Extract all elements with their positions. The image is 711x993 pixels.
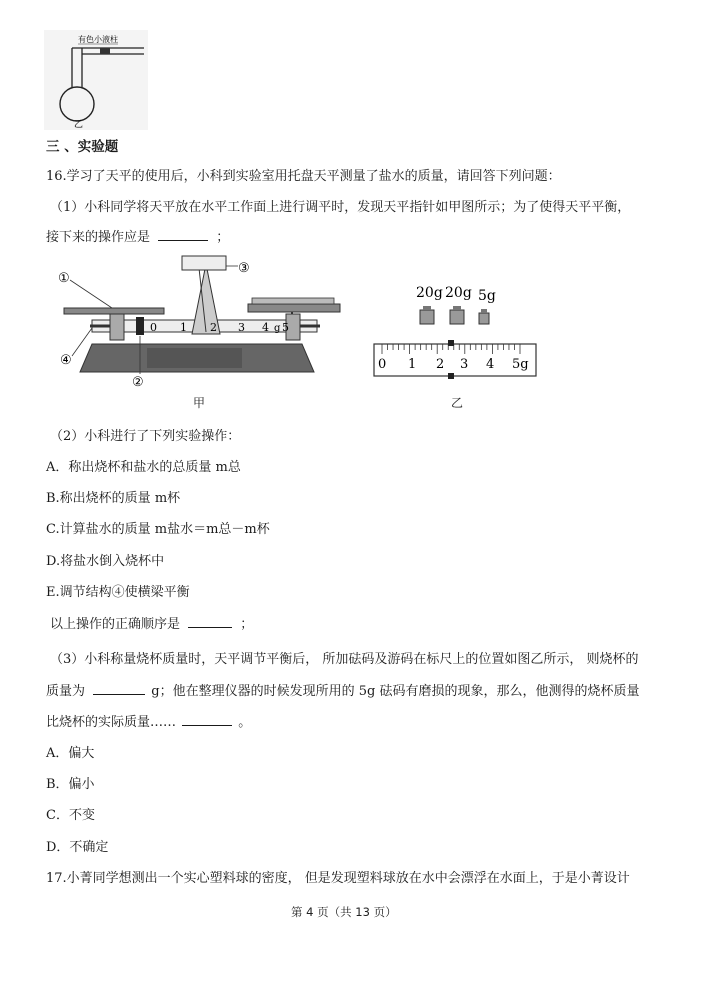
q16-part3-line3 (46, 711, 251, 730)
weights-drawing (370, 282, 540, 382)
weight-label-5g: 5g (478, 288, 496, 304)
marker-2: ② (132, 375, 144, 390)
option-2a: A．称出烧杯和盐水的总质量 m总 (46, 460, 241, 475)
marker-1-leader (70, 280, 112, 308)
flask-label: 有色小液柱 (78, 35, 118, 44)
right-pan (248, 304, 340, 312)
option-3d: D．不确定 (46, 840, 109, 855)
scale-label-3: 3 (238, 321, 245, 334)
yi-label-1: 1 (408, 357, 417, 372)
compare-punct: 。 (238, 715, 252, 730)
compare-prompt: 比烧杯的实际质量…… (46, 715, 177, 730)
balance-drawing (52, 252, 342, 412)
rider[interactable] (136, 317, 144, 335)
q16-stem: 16.学习了天平的使用后，小科到实验室用托盘天平测量了盐水的质量，请回答下列问题： (46, 169, 561, 184)
q16-part1-line1: （1）小科同学将天平放在水平工作面上进行调平时，发现天平指针如甲图所示；为了使得天平平衡， (50, 200, 631, 215)
yi-label-5g: 5g (512, 357, 529, 372)
scale-label-5: 5 (282, 321, 289, 334)
scale-label-g: g (274, 323, 281, 334)
q17-line1: 17.小菁同学想测出一个实心塑料球的密度， 但是发现塑料球放在水中会漂浮在水面上，于是小菁设计 (46, 871, 630, 886)
order-punct: ； (240, 617, 254, 632)
option-2c: C.计算盐水的质量 m盐水＝m总－m杯 (46, 522, 270, 537)
weight-label-20g-a: 20g (416, 285, 443, 301)
flask-drawing (44, 30, 148, 130)
q16-part2-title: （2）小科进行了下列实验操作： (50, 429, 241, 444)
scale-label-1: 1 (180, 321, 187, 334)
q16-answer-blank-1[interactable] (158, 228, 208, 241)
scale-label-4: 4 (262, 321, 269, 334)
option-2e: E.调节结构④使横梁平衡 (46, 585, 190, 600)
marker-4: ④ (60, 353, 72, 368)
option-3c: C．不变 (46, 808, 95, 823)
yi-label-0: 0 (378, 357, 387, 372)
q16-part1-punct: ； (216, 230, 230, 245)
weight-20g-a (420, 310, 434, 324)
balance-figure-jia (52, 252, 342, 412)
weights-figure-yi (370, 282, 540, 382)
q16-answer-blank-3[interactable] (93, 682, 145, 695)
q16-part3-line2 (46, 680, 639, 699)
caption-jia: 甲 (193, 396, 206, 410)
yi-label-3: 3 (460, 357, 469, 372)
yi-label-4: 4 (486, 357, 495, 372)
flask-caption: 乙 (74, 120, 84, 130)
flask-figure (44, 30, 148, 130)
yi-label-2: 2 (436, 357, 445, 372)
left-post (110, 314, 124, 340)
mass-prompt: 质量为 (46, 684, 86, 699)
scale-plate (182, 256, 226, 270)
option-2b: B.称出烧杯的质量 m杯 (46, 491, 181, 506)
marker-1: ① (58, 271, 70, 286)
weight-20g-b-knob (453, 306, 461, 310)
yi-rider-bottom (448, 373, 454, 379)
option-3b: B．偏小 (46, 777, 95, 792)
q16-part3-line1: （3）小科称量烧杯质量时，天平调节平衡后， 所加砝码及游码在标尺上的位置如图乙所示， 则烧杯的 (50, 652, 639, 667)
right-pan-top (252, 298, 334, 304)
q16-part2-order (50, 613, 253, 632)
base-center (147, 348, 242, 368)
yi-rider-top (448, 340, 454, 346)
section-title: 三 、实验题 (46, 139, 119, 155)
scale-label-2: 2 (210, 321, 217, 334)
weight-5g (479, 313, 489, 324)
mass-rest: g；他在整理仪器的时候发现所用的 5g 砝码有磨损的现象，那么，他测得的烧杯质量 (151, 684, 640, 699)
marker-3: ③ (238, 261, 250, 276)
left-pan (64, 308, 164, 314)
caption-yi: 乙 (451, 396, 464, 410)
q16-answer-blank-2[interactable] (188, 615, 232, 628)
q16-part1-prompt: 接下来的操作应是 (46, 230, 151, 245)
weight-label-20g-b: 20g (445, 285, 472, 301)
weight-20g-b (450, 310, 464, 324)
liquid-column (100, 48, 110, 54)
scale-label-0: 0 (150, 321, 157, 334)
order-prompt: 以上操作的正确顺序是 (50, 617, 181, 632)
option-2d: D.将盐水倒入烧杯中 (46, 554, 165, 569)
weight-20g-a-knob (423, 306, 431, 310)
option-3a: A．偏大 (46, 746, 95, 761)
page-footer: 第 4 页（共 13 页） (291, 905, 397, 919)
q16-part1-line2 (46, 226, 229, 245)
q16-answer-blank-4[interactable] (182, 713, 232, 726)
weight-5g-knob (481, 309, 487, 313)
